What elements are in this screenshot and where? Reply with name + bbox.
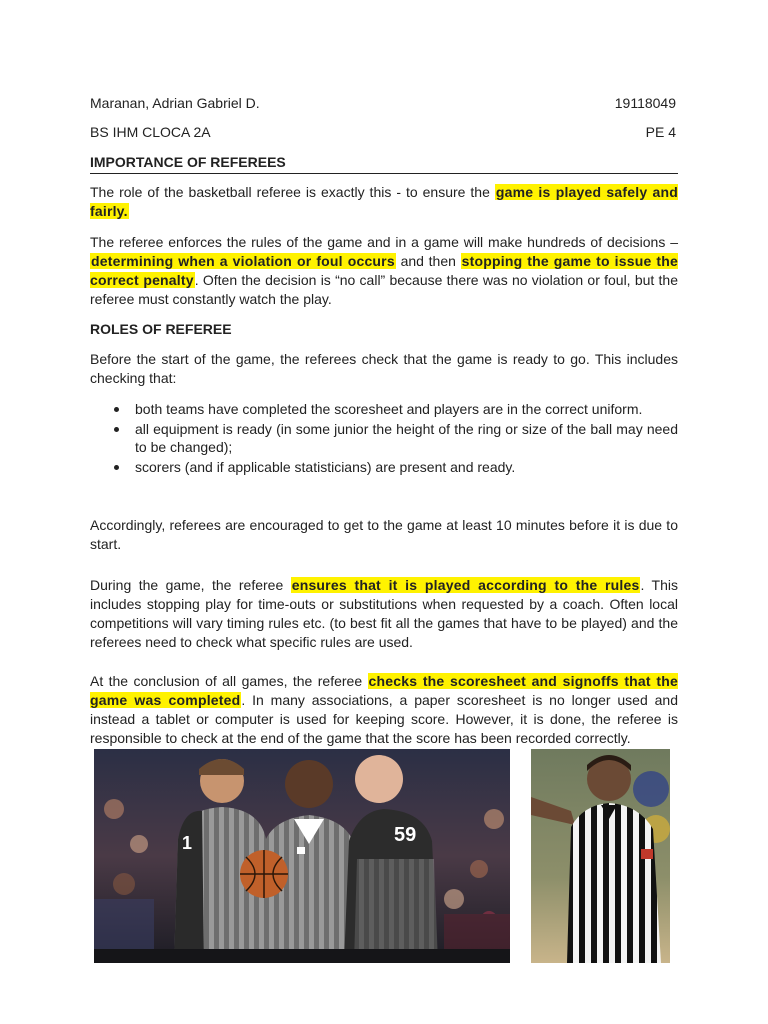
paragraph-text: . Often the decision is “no call” because there was no violation or foul, but the referee must constantly watch the play.: [90, 272, 678, 307]
student-name: Maranan, Adrian Gabriel D.: [90, 95, 260, 111]
section-title-roles: ROLES OF REFEREE: [90, 321, 232, 337]
paragraph-role: [90, 183, 678, 221]
paragraph-text: The referee enforces the rules of the game and in a game will make hundreds of decisions –: [90, 234, 678, 250]
course-section: BS IHM CLOCA 2A: [90, 124, 211, 140]
paragraph-text: . This includes stopping play for time-outs or substitutions when requested by a coach. Often local competitions will vary timing rules etc. (to best fit all the games that have to be played) and the referees need to check what specific rules are used.: [90, 577, 678, 650]
referee-signal-photo: [531, 749, 670, 963]
list-item-text: all equipment is ready (in some junior the height of the ring or size of the ball may need to be changed);: [135, 421, 678, 455]
list-item: [90, 420, 678, 456]
highlighted-text: game is played safely and fairly.: [90, 184, 678, 219]
highlighted-text: checks the scoresheet and signoffs that the game was completed: [90, 673, 678, 708]
paragraph-before-start: Before the start of the game, the referees check that the game is ready to go. This includes checking that:: [90, 351, 678, 386]
paragraph-accordingly: Accordingly, referees are encouraged to get to the game at least 10 minutes before it is due to start.: [90, 517, 678, 552]
highlighted-text: stopping the game to issue the correct penalty: [90, 253, 678, 288]
header-row-1: [90, 94, 676, 112]
highlighted-text: ensures that it is played according to the rules: [291, 577, 640, 593]
list-item-text: scorers (and if applicable statisticians) are present and ready.: [135, 459, 516, 475]
paragraph-during-game: [90, 576, 678, 652]
bullet-icon: [114, 465, 119, 470]
paragraph-text: At the conclusion of all games, the referee: [90, 673, 368, 689]
referee-signal-illustration: [531, 749, 670, 963]
highlighted-text: determining when a violation or foul occurs: [91, 253, 395, 269]
referees-group-photo: [94, 749, 510, 963]
bullet-icon: [114, 407, 119, 412]
paragraph-text: and then: [395, 253, 461, 269]
referees-group-illustration: [94, 749, 510, 963]
paragraph-conclusion: [90, 672, 678, 748]
jersey-number: 59: [394, 824, 417, 846]
paragraph-conclusion-clip: [0, 672, 768, 750]
bullet-icon: [114, 427, 119, 432]
paragraph-text: . In many associations, a paper scoresheet is no longer used and instead a tablet or computer is used for keeping score. However, it is done, the referee is responsible to check at the end of the game that the score has been recorded correctly.: [90, 692, 678, 746]
student-id: 19118049: [614, 95, 676, 111]
header-row-2: [90, 123, 676, 141]
subject-code: PE 4: [645, 124, 676, 140]
list-item: [90, 458, 678, 476]
svg-text:1: 1: [182, 833, 193, 853]
list-item: [90, 400, 678, 418]
paragraph-text: During the game, the referee: [90, 577, 291, 593]
section-title-importance: IMPORTANCE OF REFEREES: [90, 153, 678, 174]
checklist: [90, 400, 678, 478]
paragraph-enforces: [90, 233, 678, 309]
list-item-text: both teams have completed the scoresheet and players are in the correct uniform.: [135, 401, 643, 417]
paragraph-text: The role of the basketball referee is exactly this - to ensure the: [90, 184, 495, 200]
